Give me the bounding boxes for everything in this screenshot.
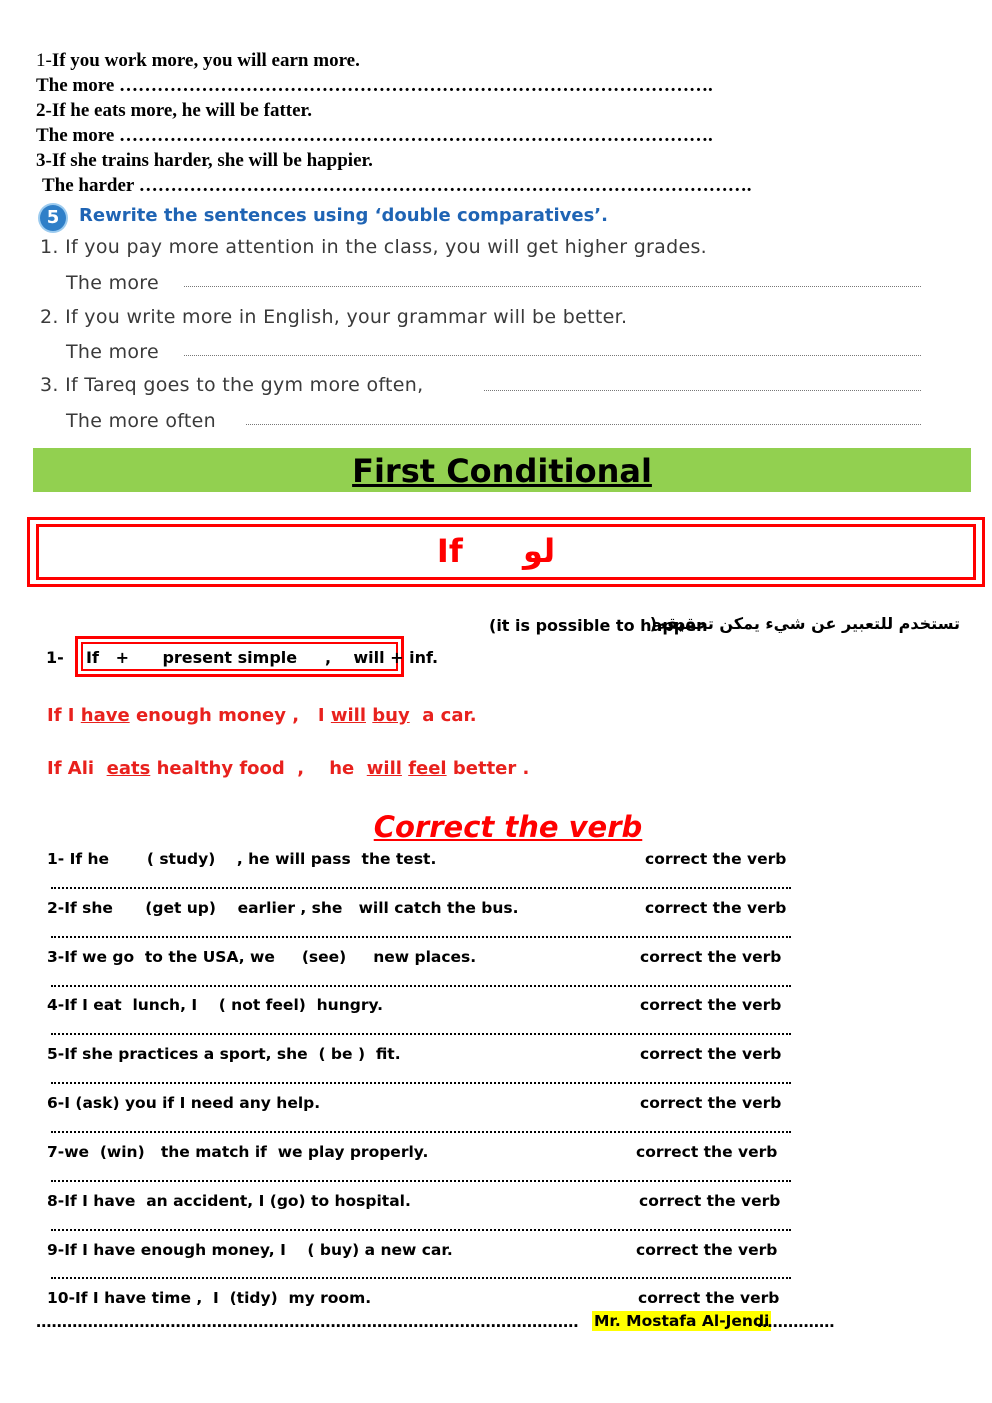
if-label: If (436, 532, 463, 570)
question-8-label: correct the verb (639, 1192, 781, 1210)
exercise-2-sentence: 2-If he eats more, he will be fatter. (36, 100, 312, 121)
book-item-3-answer-line[interactable] (246, 422, 921, 425)
question-3-answer-line[interactable] (51, 982, 791, 987)
rule-number: 1- (46, 648, 64, 667)
question-10: 10-If I have time , I (tidy) my room. (47, 1289, 372, 1307)
example-1: If I have enough money , I will buy a car. (47, 705, 477, 726)
book-item-3-sentence-line[interactable] (484, 388, 921, 391)
question-9-label: correct the verb (636, 1241, 778, 1259)
first-conditional-banner (33, 448, 971, 492)
question-9-answer-line[interactable] (51, 1274, 791, 1279)
exercise-1-sentence: 1-If you work more, you will earn more. (36, 50, 360, 71)
question-2-answer-line[interactable] (51, 933, 791, 938)
question-4-label: correct the verb (640, 996, 782, 1014)
book-item-3-answer-label: The more often (66, 410, 216, 432)
exercise-2-answer[interactable]: The more …………………………………………………………………………………. (36, 125, 713, 146)
footer-dots-right: …………… (757, 1313, 835, 1331)
question-6: 6-I (ask) you if I need any help. (47, 1094, 321, 1112)
question-6-label: correct the verb (640, 1094, 782, 1112)
question-5: 5-If she practices a sport, she ( be ) fit. (47, 1045, 401, 1063)
example-2: If Ali eats healthy food , he will feel better . (47, 758, 530, 779)
question-2-label: correct the verb (645, 899, 787, 917)
footer-dots-left[interactable]: …………………………………………………………………………………………… (36, 1313, 579, 1331)
exercise-instruction: Rewrite the sentences using ‘double comparatives’. (79, 205, 608, 226)
book-item-1-answer-line[interactable] (184, 284, 921, 287)
question-7: 7-we (win) the match if we play properly. (47, 1143, 429, 1161)
book-item-2-answer-line[interactable] (184, 353, 921, 356)
question-7-label: correct the verb (636, 1143, 778, 1161)
question-8-answer-line[interactable] (51, 1226, 791, 1231)
book-item-2-answer-label: The more (66, 341, 159, 363)
if-heading (0, 532, 992, 570)
question-3: 3-If we go to the USA, we (see) new places. (47, 948, 477, 966)
if-arabic-label: لو (523, 532, 556, 570)
section-title: First Conditional (352, 452, 652, 490)
question-9: 9-If I have enough money, I ( buy) a new car. (47, 1241, 453, 1259)
question-2: 2-If she (get up) earlier , she will catch the bus. (47, 899, 519, 917)
author-name: Mr. Mostafa Al-Jendi (594, 1312, 770, 1330)
question-7-answer-line[interactable] (51, 1177, 791, 1182)
book-item-1-sentence: 1. If you pay more attention in the class, you will get higher grades. (40, 236, 707, 258)
book-item-2-sentence: 2. If you write more in English, your grammar will be better. (40, 306, 628, 328)
question-1-label: correct the verb (645, 850, 787, 868)
rule-formula: If + present simple , will + inf. (86, 648, 439, 667)
question-4: 4-If I eat lunch, I ( not feel) hungry. (47, 996, 384, 1014)
exercise-3-answer[interactable]: The harder ……………………………………………………………………………………. (42, 175, 752, 196)
usage-arabic: تستخدم للتعبير عن شيء يمكن تحقيقه( (649, 614, 960, 633)
correct-the-verb-title: Correct the verb (373, 810, 643, 844)
question-3-label: correct the verb (640, 948, 782, 966)
question-5-answer-line[interactable] (51, 1079, 791, 1084)
question-6-answer-line[interactable] (51, 1128, 791, 1133)
question-1-answer-line[interactable] (51, 884, 791, 889)
question-1: 1- If he ( study) , he will pass the test. (47, 850, 437, 868)
exercise-1-answer[interactable]: The more …………………………………………………………………………………. (36, 75, 713, 96)
question-10-label: correct the verb (638, 1289, 780, 1307)
exercise-number-badge: 5 (40, 205, 66, 231)
question-5-label: correct the verb (640, 1045, 782, 1063)
question-4-answer-line[interactable] (51, 1030, 791, 1035)
usage-english: (it is possible to happen (489, 616, 708, 635)
book-item-1-answer-label: The more (66, 272, 159, 294)
exercise-3-sentence: 3-If she trains harder, she will be happier. (36, 150, 373, 171)
book-item-3-sentence: 3. If Tareq goes to the gym more often, (40, 374, 424, 396)
question-8: 8-If I have an accident, I (go) to hospital. (47, 1192, 411, 1210)
